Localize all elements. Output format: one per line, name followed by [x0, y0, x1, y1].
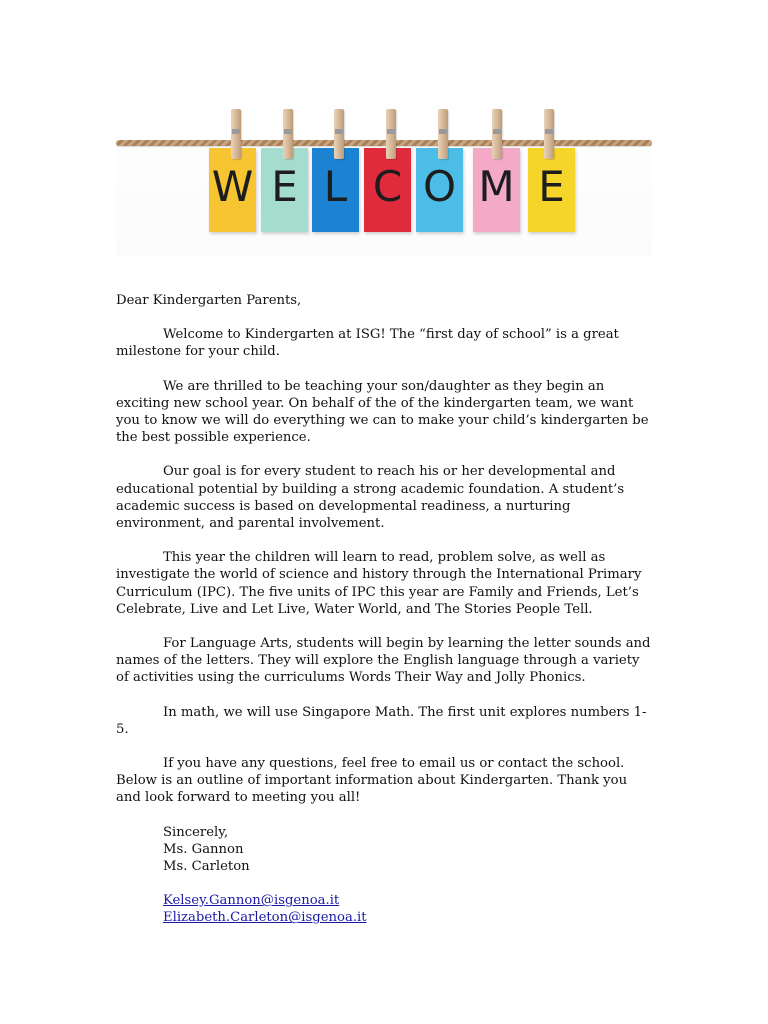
clothespin-icon	[544, 109, 554, 159]
signer-gannon: Ms. Gannon	[163, 841, 244, 857]
clothespin-icon	[492, 109, 502, 159]
clothespin-icon	[334, 109, 344, 159]
paragraph-math: In math, we will use Singapore Math. The first unit explores numbers 1-5.	[116, 704, 647, 737]
banner-letter-1: W	[211, 162, 254, 211]
paragraph-questions: If you have any questions, feel free to email us or contact the school. Below is an outline of important information about Kindergarten. Thank you and look forward to meeting you all!	[116, 756, 628, 806]
banner-letter-6: M	[478, 162, 515, 211]
signature-block	[163, 824, 656, 927]
clothesline-rope	[116, 140, 652, 146]
paragraph-curriculum: This year the children will learn to read, problem solve, as well as investigate the world of science and history through the International Primary Curriculum (IPC). The five units of IPC this year are Family and Friends, Let’s Celebrate, Live and Let Live, Water World, and The Stories People Tell.	[116, 550, 642, 617]
welcome-banner-image	[116, 86, 652, 256]
banner-card-6	[473, 148, 520, 232]
banner-card-7	[528, 148, 575, 232]
signer-carleton: Ms. Carleton	[163, 859, 250, 875]
banner-letter-3: L	[323, 162, 348, 211]
email-link-gannon[interactable]: Kelsey.Gannon@isgenoa.it	[163, 893, 340, 909]
letter-body	[116, 292, 656, 927]
paragraph-goal: Our goal is for every student to reach his or her developmental and educational potential by building a strong academic foundation. A student’s academic success is based on developmental readiness, a nurturing environment, and parental involvement.	[116, 464, 625, 532]
banner-letter-7: E	[538, 162, 565, 211]
spacer	[163, 875, 656, 892]
clothespin-icon	[231, 109, 241, 159]
banner-letter-2: E	[271, 162, 298, 211]
email-link-carleton[interactable]: Elizabeth.Carleton@isgenoa.it	[163, 910, 367, 926]
paragraph-language-arts: For Language Arts, students will begin by learning the letter sounds and names of the letters. They will explore the English language through a variety of activities using the curriculums Words Their Way and Jolly Phonics.	[116, 636, 651, 686]
closing-sincerely: Sincerely,	[163, 824, 229, 840]
greeting: Dear Kindergarten Parents,	[116, 293, 302, 308]
paragraph-thrilled: We are thrilled to be teaching your son/daughter as they begin an exciting new school year. On behalf of the of the kindergarten team, we want you to know we will do everything we can to make your child’s kindergarten be the best possible experience.	[116, 378, 649, 446]
paragraph-welcome: Welcome to Kindergarten at ISG! The “first day of school” is a great milestone for your child.	[116, 327, 619, 360]
banner-letter-5: O	[422, 162, 457, 211]
banner-card-5	[416, 148, 463, 232]
banner-card-1	[209, 148, 256, 232]
banner-card-4	[364, 148, 411, 232]
clothespin-icon	[386, 109, 396, 159]
clothespin-icon	[283, 109, 293, 159]
banner-card-2	[261, 148, 308, 232]
clothespin-icon	[438, 109, 448, 159]
banner-letter-4: C	[372, 162, 403, 211]
banner-card-3	[312, 148, 359, 232]
